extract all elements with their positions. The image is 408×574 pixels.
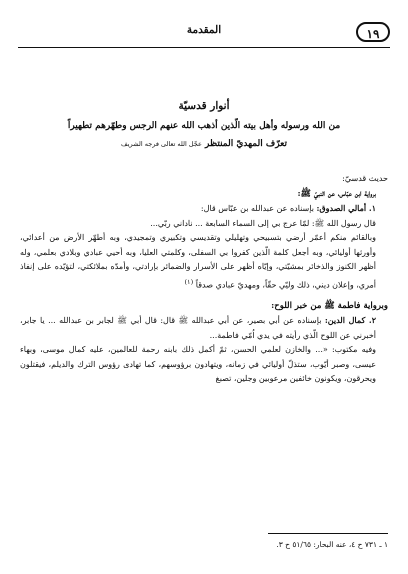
section-title: أنوار قدسيّة [178, 100, 230, 112]
paragraph-1 [20, 201, 388, 217]
intro-line: حديث قدسيّ: [342, 174, 388, 183]
subtitle-main: تعرّف المهديّ المنتظر [205, 139, 288, 149]
chapter-title: المقدمة [186, 24, 222, 36]
paragraph-4 [20, 313, 388, 343]
paragraph-4-text: بإسناده عن أبي بصير، عن أبي عبدالله ﷺ قال: قال أبي ﷺ لجابر بن عبدالله ... يا جابر، أخبرني عن اللوح الّذي رأيته في يدي اُمّي فاطمة... [20, 316, 376, 340]
page-number-badge: ١٩ [356, 22, 390, 42]
source-label-1: ١. أمالي الصدوق: [316, 203, 376, 213]
running-header [18, 22, 390, 44]
source-label-2: ٢. كمال الدين: [324, 315, 377, 326]
paragraph-2: قال رسول الله ﷺ: لمّا عرج بي إلى السماء السابعة ... ناداني ربّي... [150, 218, 376, 228]
footnote-divider [268, 533, 388, 534]
section-titles [20, 100, 388, 149]
section-subtitle: من الله ورسوله وأهل بيته الّذين أذهب الله عنهم الرجس وطهّرهم تطهيراً [67, 121, 341, 131]
narration-heading-2: وبرواية فاطمة ﷺ من خبر اللوح: [271, 300, 388, 311]
narration-heading-1: برواية ابن عبّاس، عن النبيّ ﷺ: [297, 188, 376, 199]
section-subtitle-2 [20, 139, 388, 149]
paragraph-3 [20, 231, 388, 293]
paragraph-3-text: وبالقائم منكم أعمّر أرضي بتسبيحي وتهليلي وتقديسي وتكبيري وتمجيدي، وبه أطهّر الأرض من أعدائي، وأورثها أوليائي، وبه أجعل كلمة الّذين كفروا بي السفلى، وكلمتي العليا، وبه أحيي عبادي وبلادي بعلمي، وله أظهر الكنوز والذخائر بمشيّتي، وإيّاه أظهر على الأسرار والضمائر بإرادتي، وأمدّه بملائكتي، لتؤيّده على إنفاذ أمري، وإعلان ديني، ذلك وليّي حقّاً، ومهديّ عبادي صدقاً [20, 233, 376, 290]
subtitle-invocation: عجّل الله تعالى فرجه الشريف [120, 140, 202, 148]
paragraph-5: وفيه مكتوب: «... والخازن لعلمي الحسن، ثمّ أكمل ذلك بابنه رحمة للعالمين، عليه كمال موسى، وبهاء عيسى، وصبر أيّوب، ستذلّ أوليائي في زمانه، ويتهادون برؤوسهم، كما تهادى رؤوس الترك والديلم، فيقتلون ويحرقون، ويكونون خائفين مرعوبين وجلين، تصبغ [20, 345, 376, 384]
footnote: ١ ـ ٧٣١ ح ٤، عنه البحار: ٥١/٦٥ ح ٣. [276, 540, 388, 549]
paragraph-1-text: بإسناده عن عبدالله بن عبّاس قال: [200, 204, 317, 213]
body-text [20, 172, 388, 387]
footnote-ref[interactable]: (١) [184, 277, 194, 286]
header-divider [18, 47, 390, 48]
